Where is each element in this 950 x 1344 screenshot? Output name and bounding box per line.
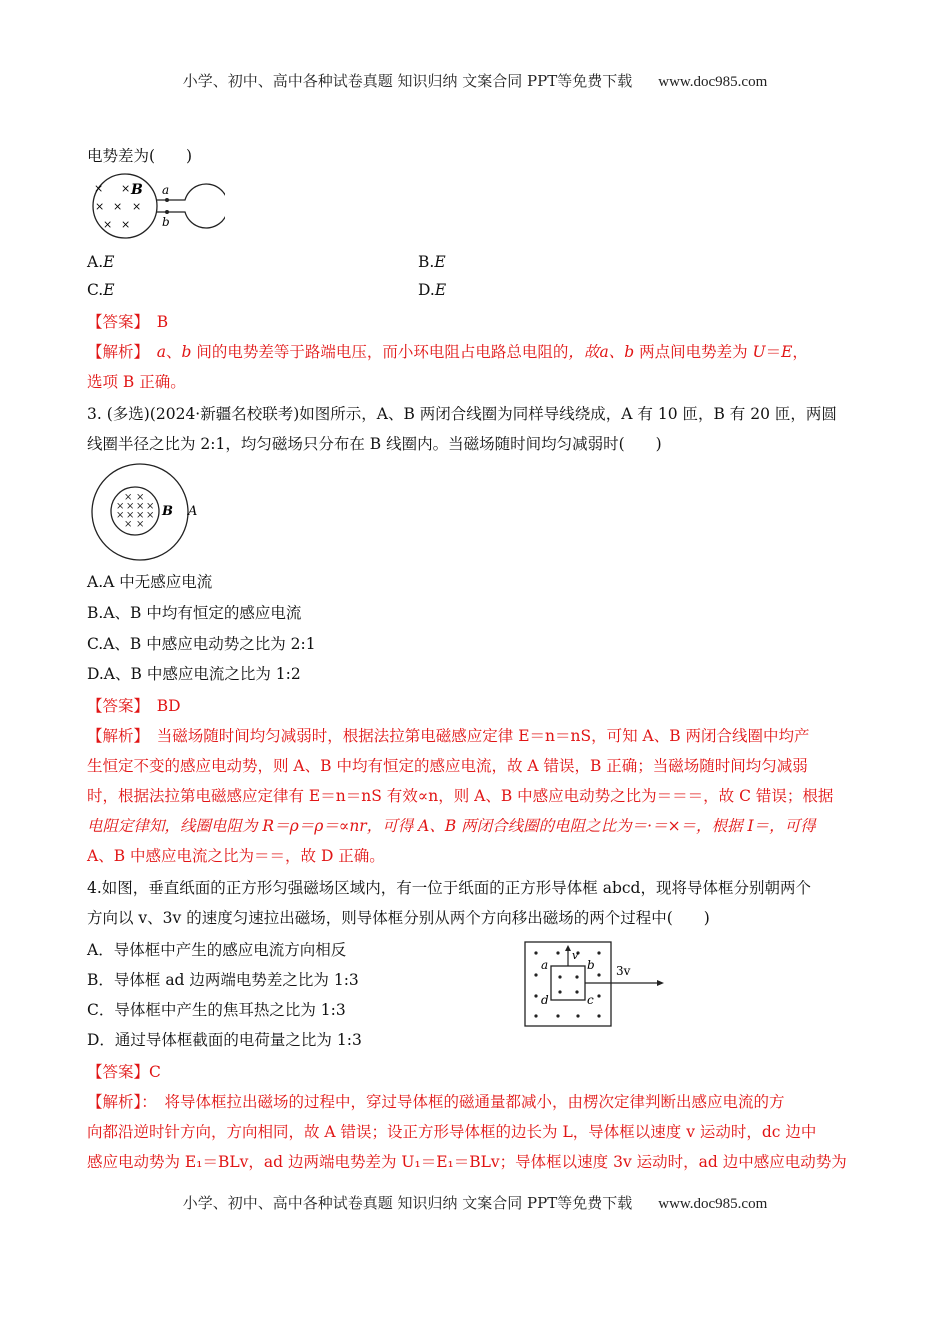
label-d: d xyxy=(541,993,549,1007)
q2-answer: 【答案】 B xyxy=(87,313,169,331)
q3-stem-line1: 3. (多选)(2024·新疆名校联考)如图所示，A、B 两闭合线圈为同样导线绕成，A 有 10 匝，B 有 20 匝，两圆 xyxy=(87,405,837,423)
q4-analysis-line3: 感应电动势为 E₁＝BLv，ad 边两端电势差为 U₁＝E₁＝BLv；导体框以速度 3v 运动时，ad 边中感应电动势为 xyxy=(87,1153,847,1171)
q3-answer: 【答案】 BD xyxy=(87,697,181,715)
q4-answer: 【答案】C xyxy=(87,1063,161,1081)
q4-option-b: B．导体框 ad 边两端电势差之比为 1:3 xyxy=(87,971,359,989)
cross-mark: × xyxy=(132,200,142,213)
label-c: c xyxy=(587,993,594,1007)
q3-option-a: A.A 中无感应电流 xyxy=(87,573,213,591)
q2-option-c: C.E xyxy=(87,281,115,299)
q4-option-c: C．导体框中产生的焦耳热之比为 1:3 xyxy=(87,1001,346,1019)
label-a: a xyxy=(162,183,170,197)
svg-text:×: × xyxy=(136,501,145,512)
cross-mark: × xyxy=(95,200,105,213)
q4-analysis-line1: 【解析】： 将导体框拉出磁场的过程中，穿过导体框的磁通量都减小，由楞次定律判断出感应电流的方 xyxy=(87,1093,785,1111)
svg-text:×: × xyxy=(146,510,155,521)
label-B: B xyxy=(162,504,173,519)
cross-mark: × xyxy=(103,218,113,231)
svg-text:×: × xyxy=(136,492,145,503)
label-b: b xyxy=(587,958,595,972)
cross-mark: × xyxy=(121,182,131,195)
q3-analysis-line4: 电阻定律知，线圈电阻为 R＝ρ＝ρ＝∝nr，可得 A、B 两闭合线圈的电阻之比为＝·＝×＝，根据 I＝，可得 xyxy=(87,817,816,835)
cross-mark: × xyxy=(113,200,123,213)
q2-analysis-line1: 【解析】 a、b 间的电势差等于路端电压，而小环电阻占电路总电阻的，故a、b 两点间电势差为 U＝E， xyxy=(87,343,808,361)
label-b: b xyxy=(162,215,170,229)
header-url[interactable]: www.doc985.com xyxy=(658,74,768,90)
footer-url[interactable]: www.doc985.com xyxy=(658,1196,768,1212)
svg-text:×: × xyxy=(136,519,145,530)
cross-mark: × xyxy=(94,182,104,195)
q3-option-d: D.A、B 中感应电流之比为 1:2 xyxy=(87,665,301,683)
q3-option-b: B.A、B 中均有恒定的感应电流 xyxy=(87,604,302,622)
q3-stem-line2: 线圈半径之比为 2:1，均匀磁场只分布在 B 线圈内。当磁场随时间均匀减弱时( ) xyxy=(87,435,662,453)
q3-figure xyxy=(85,462,235,562)
q2-stem-tail: 电势差为( ) xyxy=(87,147,193,165)
header-text: 小学、初中、高中各种试卷真题 知识归纳 文案合同 PPT等免费下载 xyxy=(182,72,633,90)
svg-text:×: × xyxy=(126,501,135,512)
footer-text: 小学、初中、高中各种试卷真题 知识归纳 文案合同 PPT等免费下载 xyxy=(182,1194,633,1212)
label-v: v xyxy=(572,949,579,962)
q3-analysis-line1: 【解析】 当磁场随时间均匀减弱时，根据法拉第电磁感应定律 E＝n＝nS，可知 A、B 两闭合线圈中均产 xyxy=(87,727,810,745)
label-3v: 3v xyxy=(616,964,631,978)
q2-option-d: D.E xyxy=(418,281,447,299)
q4-stem-line1: 4.如图，垂直纸面的正方形匀强磁场区域内，有一位于纸面的正方形导体框 abcd，现将导体框分别朝两个 xyxy=(87,879,811,897)
q2-option-b: B.E xyxy=(418,253,446,271)
svg-text:×: × xyxy=(146,501,155,512)
q2-figure xyxy=(85,172,225,242)
label-A: A xyxy=(188,504,198,519)
cross-mark: × xyxy=(121,218,131,231)
q4-analysis-line2: 向都沿逆时针方向，方向相同，故 A 错误；设正方形导体框的边长为 L，导体框以速度 v 运动时，dc 边中 xyxy=(87,1123,817,1141)
q2-option-a: A.E xyxy=(87,253,115,271)
q3-option-c: C.A、B 中感应电动势之比为 2:1 xyxy=(87,635,316,653)
svg-text:×: × xyxy=(136,510,145,521)
svg-text:×: × xyxy=(116,501,125,512)
label-B: B xyxy=(131,182,143,198)
svg-text:×: × xyxy=(116,510,125,521)
q3-analysis-line2: 生恒定不变的感应电动势，则 A、B 中均有恒定的感应电流，故 A 错误，B 正确；当磁场随时间均匀减弱 xyxy=(87,757,808,775)
q4-figure xyxy=(523,940,673,1030)
q3-analysis-line5: A、B 中感应电流之比为＝＝，故 D 正确。 xyxy=(87,847,385,865)
q3-analysis-line3: 时，根据法拉第电磁感应定律有 E＝n＝nS 有效∝n，则 A、B 中感应电动势之比为＝＝＝，故 C 错误；根据 xyxy=(87,787,834,805)
label-a: a xyxy=(541,958,549,972)
svg-text:×: × xyxy=(124,492,133,503)
page-footer xyxy=(0,1192,950,1213)
page-header xyxy=(0,70,950,91)
svg-text:×: × xyxy=(126,510,135,521)
svg-text:×: × xyxy=(124,519,133,530)
q2-analysis-line2: 选项 B 正确。 xyxy=(87,373,186,391)
q4-option-a: A．导体框中产生的感应电流方向相反 xyxy=(87,941,347,959)
q4-option-d: D．通过导体框截面的电荷量之比为 1:3 xyxy=(87,1031,362,1049)
q4-stem-line2: 方向以 v、3v 的速度匀速拉出磁场，则导体框分别从两个方向移出磁场的两个过程中( ) xyxy=(87,909,710,927)
